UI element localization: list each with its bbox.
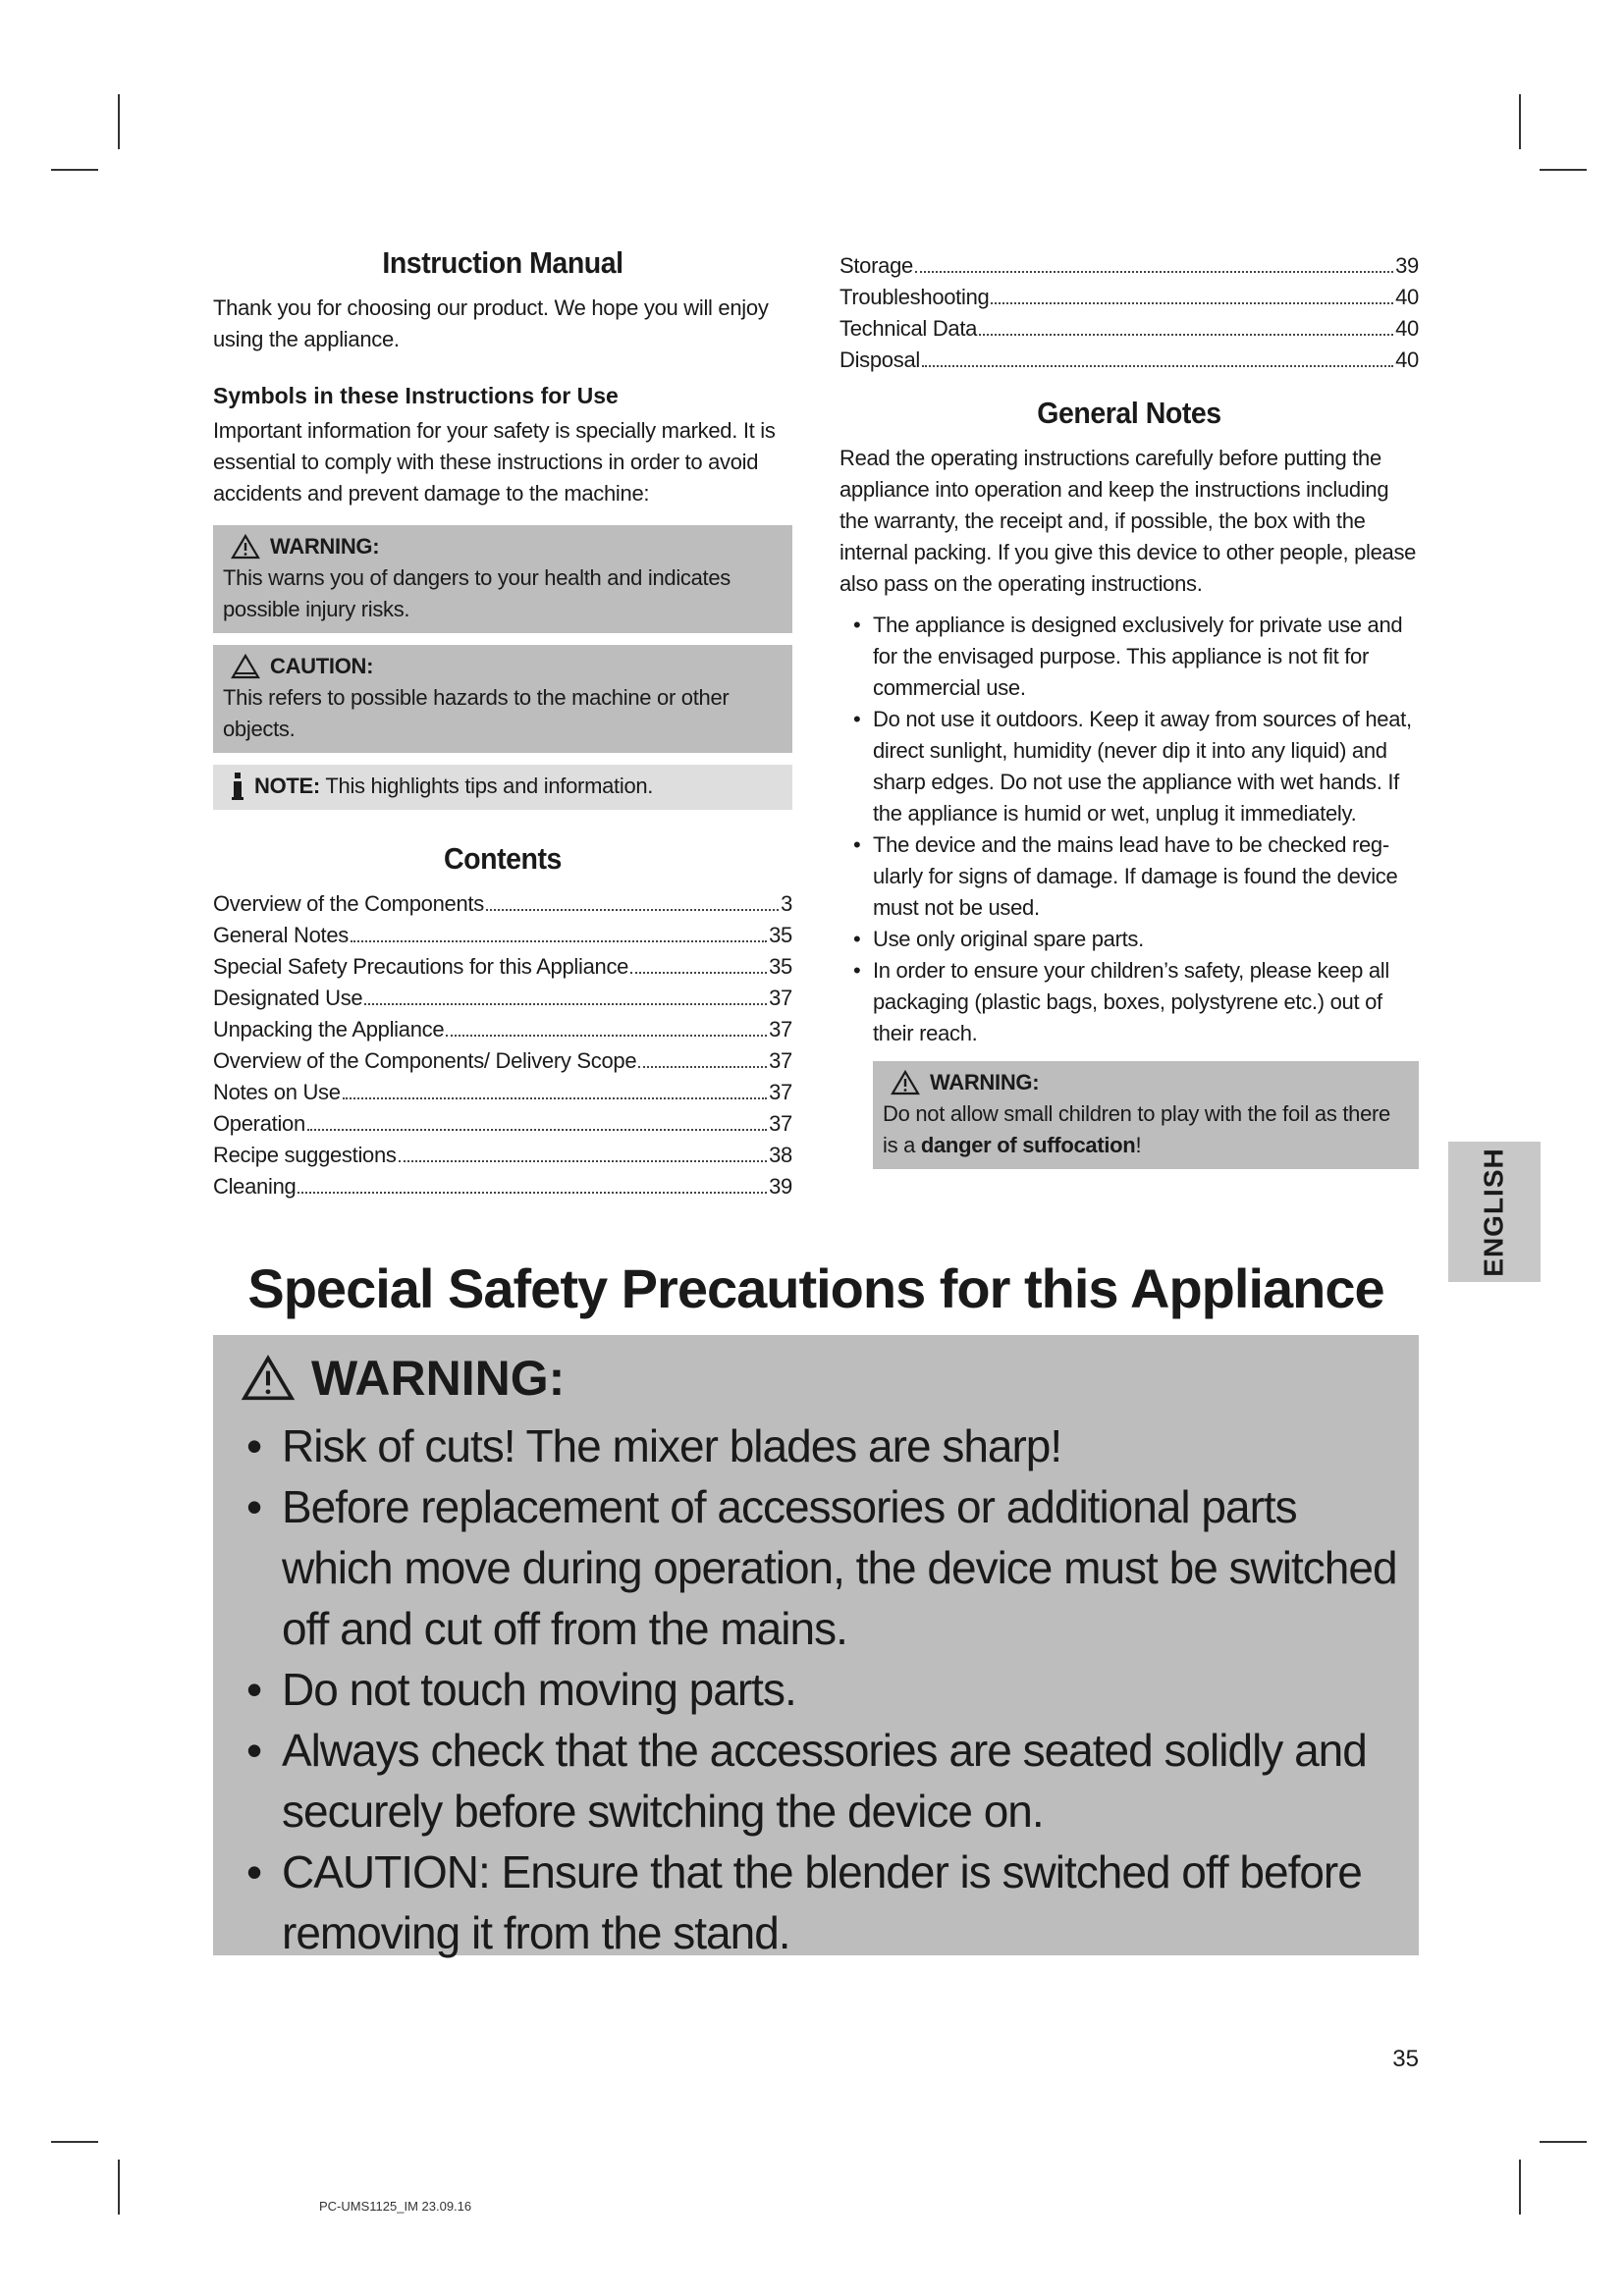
warning-text: This warns you of dangers to your health and indicates possible injury risks. (223, 565, 731, 621)
note-box (213, 765, 792, 810)
suffocation-warning-text: Do not allow small children to play with the foil as there is a danger of suffocation! (883, 1101, 1390, 1157)
warning-triangle-icon (241, 1355, 296, 1402)
safety-list (227, 1415, 1405, 1963)
warning-triangle-icon (231, 534, 260, 560)
list-item: • The device and the mains lead have to be checked reg-ularly for signs of damage. If damage is found the device must not be used. (839, 829, 1419, 924)
caution-label: CAUTION: (270, 654, 374, 678)
caution-header (223, 651, 783, 682)
toc-entry[interactable]: Storage 39 (839, 250, 1419, 282)
warning-triangle-icon (891, 1070, 920, 1095)
note-label: NOTE: (254, 774, 320, 798)
warning-header (223, 531, 783, 562)
contents-list (213, 888, 792, 1202)
toc-entry[interactable]: General Notes 35 (213, 920, 792, 951)
left-column (213, 245, 792, 1202)
caution-box (213, 645, 792, 753)
list-item: • In order to ensure your children’s safety, please keep all packaging (plastic bags, boxes, polystyrene etc.) out of their reach. (839, 955, 1419, 1049)
footer-text: PC-UMS1125_IM 23.09.16 (319, 2199, 472, 2214)
crop-mark (1519, 94, 1521, 149)
intro-text: Thank you for choosing our product. We hope you will enjoy using the appliance. (213, 295, 769, 351)
crop-mark (1540, 169, 1587, 171)
language-tab-label: ENGLISH (1479, 1147, 1509, 1277)
symbols-text: Important information for your safety is specially marked. It is essential to comply with these instructions in order to avoid accidents and prevent damage to the machine: (213, 418, 776, 506)
list-item: • CAUTION: Ensure that the blender is switched off before removing it from the stand. (227, 1842, 1405, 1963)
warning-box (213, 525, 792, 633)
list-item: • Risk of cuts! The mixer blades are sharp! (227, 1415, 1405, 1476)
toc-entry[interactable]: Designated Use 37 (213, 983, 792, 1014)
toc-entry[interactable]: Operation 37 (213, 1108, 792, 1140)
toc-entry[interactable]: Troubleshooting 40 (839, 282, 1419, 313)
crop-mark (1519, 2160, 1521, 2215)
toc-entry[interactable]: Cleaning 39 (213, 1171, 792, 1202)
crop-mark (118, 2160, 120, 2215)
safety-warning-header (227, 1345, 1405, 1412)
language-tab (1448, 1142, 1541, 1282)
safety-warning-box (213, 1335, 1419, 1958)
list-item: • Before replacement of accessories or additional parts which move during operation, the device must be switched off and cut off from the mains. (227, 1476, 1405, 1659)
symbols-heading: Symbols in these Instructions for Use (213, 383, 619, 408)
crop-mark (51, 2141, 98, 2143)
note-header (223, 771, 783, 802)
crop-mark (51, 169, 98, 171)
list-item: • The appliance is designed exclusively for private use and for the envisaged purpose. This appliance is not fit for commercial use. (839, 610, 1419, 704)
warning-label: WARNING: (270, 534, 380, 559)
safety-warning-label: WARNING: (311, 1351, 566, 1406)
crop-mark (1540, 2141, 1587, 2143)
contents-list-continued (839, 250, 1419, 376)
contents-title: Contents (444, 841, 562, 876)
safety-title: Special Safety Precautions for this Appliance (247, 1257, 1384, 1319)
toc-entry[interactable]: Recipe suggestions 38 (213, 1140, 792, 1171)
list-item: • Use only original spare parts. (839, 924, 1419, 955)
toc-entry[interactable]: Notes on Use 37 (213, 1077, 792, 1108)
toc-entry[interactable]: Unpacking the Appliance 37 (213, 1014, 792, 1045)
page-number: 35 (1392, 2046, 1419, 2072)
crop-mark (118, 94, 120, 149)
right-column (839, 250, 1419, 1169)
note-text: This highlights tips and information. (325, 774, 654, 798)
caution-text: This refers to possible hazards to the machine or other objects. (223, 685, 730, 741)
general-notes-title: General Notes (1037, 396, 1221, 430)
warning-header (883, 1067, 1409, 1098)
caution-triangle-icon (231, 654, 260, 679)
list-item: • Always check that the accessories are seated solidly and securely before switching the device on. (227, 1720, 1405, 1842)
list-item: • Do not use it outdoors. Keep it away from sources of heat, direct sunlight, humidity (never dip it into any liquid) and sharp edges. Do not use the appliance with wet hands. If the appliance is humid or wet, unplug it immediately. (839, 704, 1419, 829)
general-notes-list (839, 610, 1419, 1049)
toc-entry[interactable]: Overview of the Components 3 (213, 888, 792, 920)
list-item: • Do not touch moving parts. (227, 1659, 1405, 1720)
toc-entry[interactable]: Disposal 40 (839, 345, 1419, 376)
general-notes-intro: Read the operating instructions carefully before putting the appliance into operation and keep the instructions including the warranty, the receipt and, if possible, the box with the internal packing. If you give this device to other people, please also pass on the operating instructions. (839, 446, 1417, 596)
warning-label: WARNING: (930, 1070, 1040, 1095)
toc-entry[interactable]: Special Safety Precautions for this Appliance 35 (213, 951, 792, 983)
toc-entry[interactable]: Technical Data 40 (839, 313, 1419, 345)
info-icon (231, 773, 244, 800)
instruction-manual-title: Instruction Manual (382, 245, 623, 280)
toc-entry[interactable]: Overview of the Components/ Delivery Scope 37 (213, 1045, 792, 1077)
suffocation-warning-box (873, 1061, 1419, 1169)
